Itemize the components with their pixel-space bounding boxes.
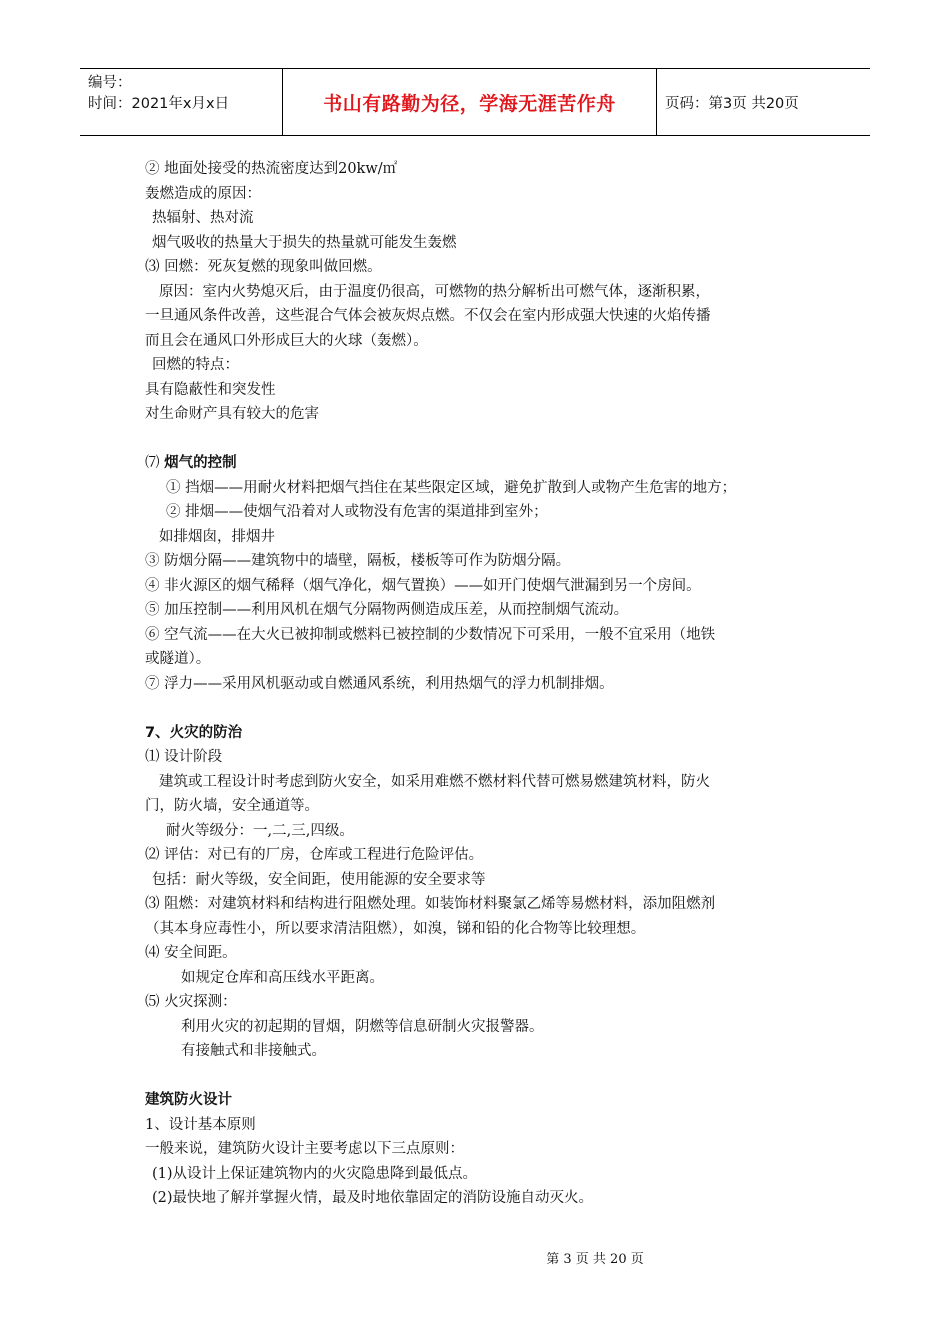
blank-line [145, 696, 825, 721]
doc-date-label: 时间：2021年x月x日 [88, 96, 230, 112]
text-line: ⑶ 回燃：死灰复燃的现象叫做回燃。 [145, 259, 382, 275]
text-line: 如排烟囱，排烟井 [159, 528, 275, 545]
header-motto: 书山有路勤为径，学海无涯苦作舟 [283, 69, 657, 135]
text-line: 包括：耐火等级，安全间距，使用能源的安全要求等 [152, 871, 486, 888]
text-line: ⑤ 加压控制——利用风机在烟气分隔物两侧造成压差，从而控制烟气流动。 [145, 602, 629, 618]
text-line: (2)最快地了解并掌握火情，最及时地依靠固定的消防设施自动灭火。 [152, 1190, 594, 1206]
document-body [145, 157, 825, 1211]
text-line: ⑶ 阻燃：对建筑材料和结构进行阻燃处理。如装饰材料聚氯乙烯等易燃材料，添加阻燃剂 [145, 896, 716, 912]
text-line: 建筑或工程设计时考虑到防火安全，如采用难燃不燃材料代替可燃易燃建筑材料，防火 [159, 773, 710, 790]
list-marker: ⑺ [145, 455, 165, 471]
text-line: ⑵ 评估：对已有的厂房，仓库或工程进行危险评估。 [145, 847, 484, 863]
text-line: 利用火灾的初起期的冒烟，阴燃等信息研制火灾报警器。 [181, 1018, 544, 1035]
text-line: 烟气吸收的热量大于损失的热量就可能发生轰燃 [152, 234, 457, 251]
text-line: ② 地面处接受的热流密度达到20kw/㎡ [145, 161, 398, 177]
text-line: 耐火等级分：一,二,三,四级。 [166, 822, 354, 839]
header-page-info: 页码：第3页 共20页 [665, 95, 799, 112]
text-line: ⑥ 空气流——在大火已被抑制或燃料已被控制的少数情况下可采用，一般不宜采用（地铁 [145, 626, 716, 643]
text-line: 门，防火墙，安全通道等。 [145, 798, 319, 814]
text-line: 如规定仓库和高压线水平距离。 [181, 969, 384, 986]
text-line: (1)从设计上保证建筑物内的火灾隐患降到最低点。 [152, 1165, 478, 1182]
text-line: 一旦通风条件改善，这些混合气体会被灰烬点燃。不仅会在室内形成强大快速的火焰传播 [145, 308, 711, 324]
text-line: ③ 防烟分隔——建筑物中的墙壁，隔板，楼板等可作为防烟分隔。 [145, 553, 571, 569]
text-line: 具有隐蔽性和突发性 [145, 381, 276, 398]
section-heading: 烟气的控制 [164, 455, 237, 471]
text-line: 有接触式和非接触式。 [181, 1043, 326, 1059]
text-line: ⑦ 浮力——采用风机驱动或自燃通风系统，利用热烟气的浮力机制排烟。 [145, 675, 614, 692]
blank-line [145, 427, 825, 452]
section-heading: 建筑防火设计 [145, 1092, 232, 1108]
text-line: ⑴ 设计阶段 [145, 749, 223, 765]
section-heading: 7、火灾的防治 [145, 724, 243, 741]
text-line: （其本身应毒性小，所以要求清洁阻燃），如溴，锑和铅的化合物等比较理想。 [145, 920, 646, 937]
text-line: 而且会在通风口外形成巨大的火球（轰燃）。 [145, 332, 428, 349]
text-line: ② 排烟——使烟气沿着对人或物没有危害的渠道排到室外； [166, 504, 548, 520]
text-line [145, 451, 825, 476]
text-line: 热辐射、热对流 [152, 210, 254, 226]
header-meta [80, 69, 283, 135]
text-line: 回燃的特点： [152, 357, 239, 373]
page-footer: 第 3 页 共 20 页 [546, 1252, 644, 1267]
text-line: 轰燃造成的原因： [145, 185, 261, 202]
doc-number-label: 编号： [88, 75, 132, 91]
text-line: 对生命财产具有较大的危害 [145, 406, 319, 422]
page-header [80, 68, 870, 136]
text-line: ④ 非火源区的烟气稀释（烟气净化，烟气置换）——如开门使烟气泄漏到另一个房间。 [145, 577, 701, 594]
text-line: 或隧道）。 [145, 651, 211, 667]
text-line: ⑷ 安全间距。 [145, 945, 237, 961]
blank-line [145, 1064, 825, 1089]
text-line: 一般来说，建筑防火设计主要考虑以下三点原则： [145, 1141, 464, 1157]
text-line: ① 挡烟——用耐火材料把烟气挡住在某些限定区域，避免扩散到人或物产生危害的地方； [166, 479, 737, 496]
text-line: 1、设计基本原则 [145, 1116, 256, 1133]
text-line: ⑸ 火灾探测： [145, 994, 237, 1010]
text-line: 原因：室内火势熄灭后，由于温度仍很高，可燃物的热分解析出可燃气体，逐渐积累， [159, 283, 710, 300]
